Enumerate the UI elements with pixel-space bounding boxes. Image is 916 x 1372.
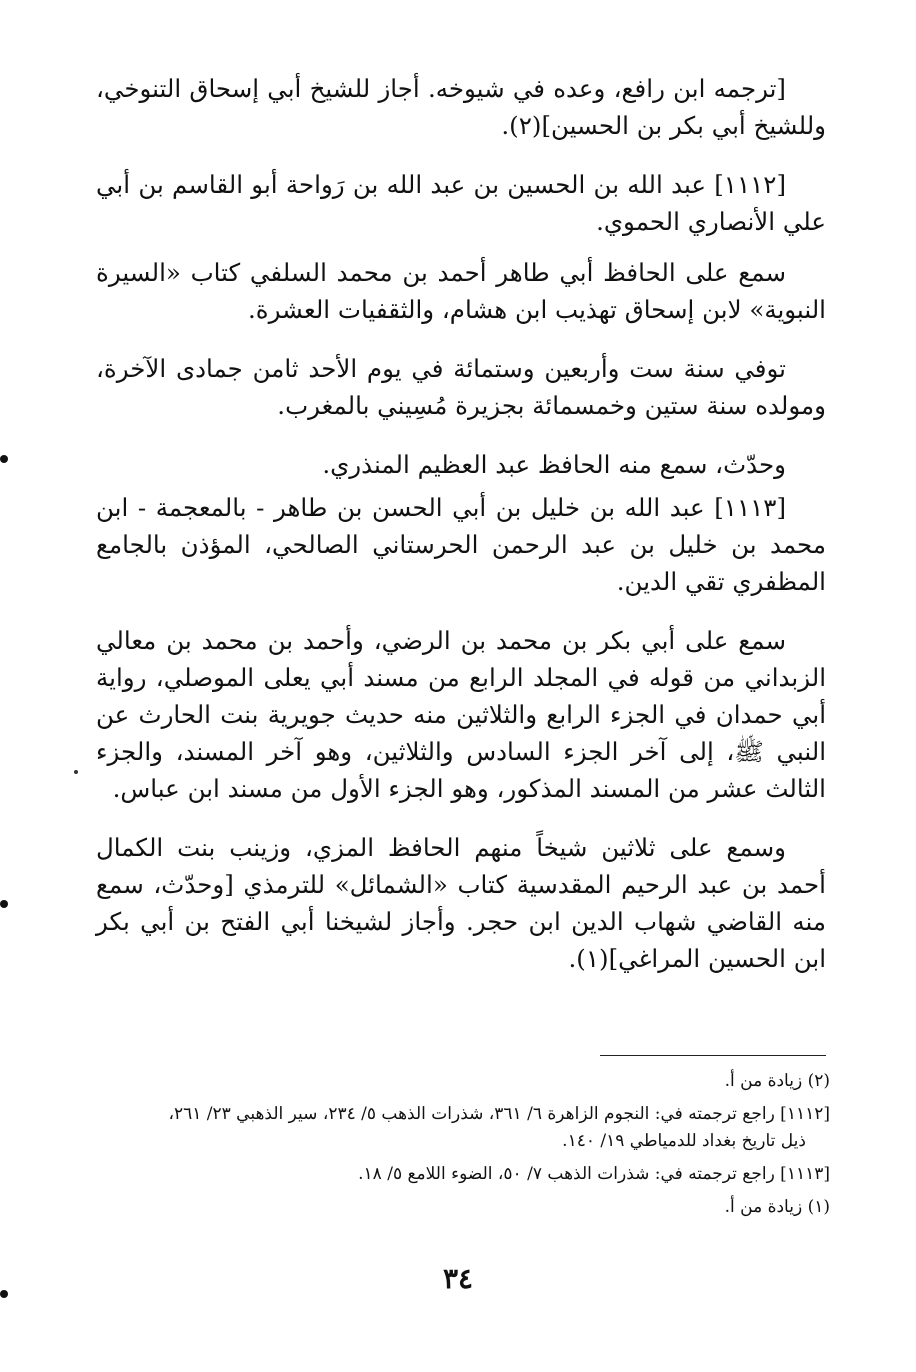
entry-1112-heading: [١١١٢] عبد الله بن الحسين بن عبد الله بن رَواحة أبو القاسم بن أبي علي الأنصاري الحموي. [96,170,826,236]
paragraph-1: [ترجمه ابن رافع، وعده في شيوخه. أجاز للشيخ أبي إسحاق التنوخي، وللشيخ أبي بكر بن الحسين](٢). [96,74,826,140]
main-text [96,70,826,977]
footnote-3: [١١١٣] راجع ترجمته في: شذرات الذهب ٧/ ٥٠، الضوء اللامع ٥/ ١٨. [358,1164,830,1184]
footnote-divider [600,1055,826,1056]
entry-1112-narration: وحدّث، سمع منه الحافظ عبد العظيم المنذري. [322,450,786,479]
footnotes [100,1068,830,1227]
entry-1113-teachers: وسمع على ثلاثين شيخاً منهم الحافظ المزي، وزينب بنت الكمال أحمد بن عبد الرحيم المقدسية كتاب «الشمائل» للترمذي [وحدّث، سمع منه القاضي شهاب الدين ابن حجر. وأجاز لشيخنا أبي الفتح بن أبي بكر ابن الحسين المراغي](١). [96,833,826,973]
entry-1112-audition: سمع على الحافظ أبي طاهر أحمد بن محمد السلفي كتاب «السيرة النبوية» لابن إسحاق تهذيب ابن هشام، والثقفيات العشرة. [96,258,826,324]
footnote-1: (٢) زيادة من أ. [724,1071,830,1091]
scan-speck [74,770,78,774]
scan-margin-mark [0,1290,8,1298]
scan-margin-mark [0,455,8,463]
scan-margin-mark [0,900,8,908]
footnote-4: (١) زيادة من أ. [724,1197,830,1217]
footnote-2-continuation: ذيل تاريخ بغداد للدمياطي ١٩/ ١٤٠. [562,1131,806,1151]
entry-1113-audition: سمع على أبي بكر بن محمد بن الرضي، وأحمد بن محمد بن معالي الزبداني من قوله في المجلد الرابع من مسند أبي يعلى الموصلي، رواية أبي حمدان في الجزء الرابع والثلاثين منه حديث جويرية بنت الحارث عن النبي ﷺ، إلى آخر الجزء السادس والثلاثين، وهو آخر المسند، والجزء الثالث عشر من المسند المذكور، وهو الجزء الأول من مسند ابن عباس. [96,626,826,803]
entry-1112-death: توفي سنة ست وأربعين وستمائة في يوم الأحد ثامن جمادى الآخرة، ومولده سنة ستين وخمسمائة بجزيرة مُسِيني بالمغرب. [96,354,826,420]
page-number: ٣٤ [442,1262,474,1295]
footnote-2: [١١١٢] راجع ترجمته في: النجوم الزاهرة ٦/ ٣٦١، شذرات الذهب ٥/ ٢٣٤، سير الذهبي ٢٣/ ٢٦١، [168,1104,830,1124]
entry-1113-heading: [١١١٣] عبد الله بن خليل بن أبي الحسن بن طاهر - بالمعجمة - ابن محمد بن خليل بن عبد الرحمن الحرستاني الصالحي، المؤذن بالجامع المظفري تقي الدين. [96,493,826,596]
